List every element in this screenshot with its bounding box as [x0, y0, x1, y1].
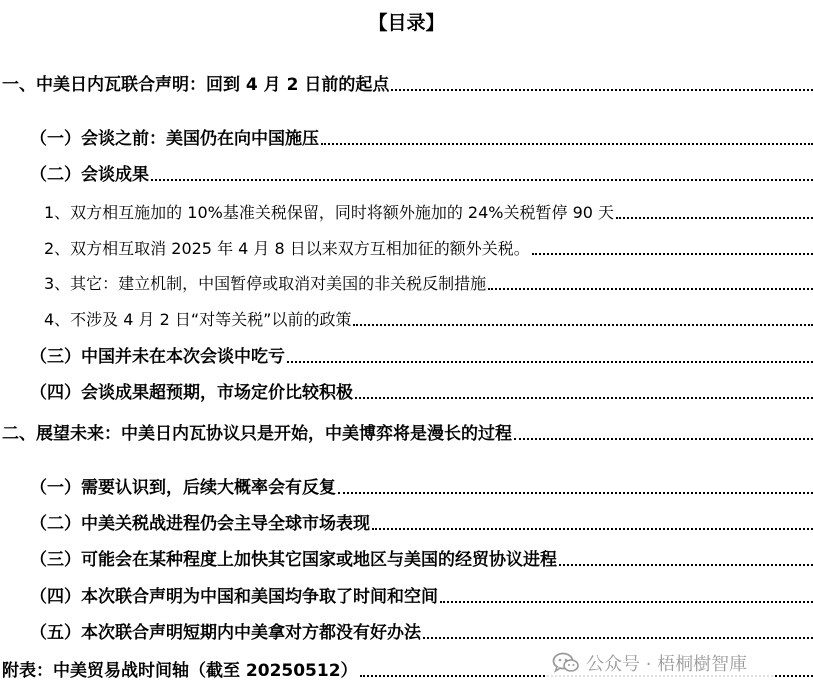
toc-entry-1-2-1[interactable]: [44, 198, 813, 224]
toc-entry-text: 二、展望未来：中美日内瓦协议只是开始，中美博弈将是漫长的过程: [2, 424, 512, 444]
toc-entry-text: （五）本次联合声明短期内中美拿对方都没有好办法: [30, 623, 421, 643]
toc-leader-dots: [391, 88, 813, 91]
toc-leader-dots: [338, 491, 813, 494]
wechat-icon: [552, 652, 580, 674]
toc-entry-1-2-3[interactable]: [44, 269, 813, 295]
toc-leader-dots: [321, 142, 813, 145]
toc-entry-text: （一）会谈之前：美国仍在向中国施压: [30, 129, 319, 149]
toc-leader-dots: [372, 527, 813, 530]
toc-entry-text: 4、不涉及 4 月 2 日“对等关税”以前的政策: [44, 310, 352, 329]
toc-leader-dots: [423, 636, 813, 639]
toc-leader-dots: [488, 287, 813, 290]
toc-leader-dots: [616, 216, 813, 219]
toc-entry-text: （四）会谈成果超预期，市场定价比较积极: [30, 383, 353, 403]
toc-entry-section-1[interactable]: [2, 70, 813, 96]
toc-leader-dots: [287, 360, 813, 363]
toc-entry-1-1[interactable]: [30, 124, 813, 150]
toc-entry-text: （三）可能会在某种程度上加快其它国家或地区与美国的经贸协议进程: [30, 550, 557, 570]
toc-entry-text: 1、双方相互施加的 10%基准关税保留，同时将额外施加的 24%关税暂停 90 天: [44, 203, 615, 222]
toc-leader-dots: [440, 600, 813, 603]
toc-entry-2-5[interactable]: [30, 618, 813, 644]
toc-entry-1-2-4[interactable]: [44, 305, 813, 331]
toc-entry-1-2[interactable]: [30, 160, 813, 186]
toc-entry-text: （三）中国并未在本次会谈中吃亏: [30, 347, 285, 367]
toc-entry-text: 附表：中美贸易战时间轴（截至 20250512）: [2, 661, 358, 681]
toc-leader-dots: [514, 437, 813, 440]
toc-entry-2-2[interactable]: [30, 509, 813, 535]
toc-leader-dots: [559, 563, 813, 566]
toc-title: 【目录】: [368, 12, 445, 34]
toc-leader-dots: [355, 396, 813, 399]
toc-entry-text: 2、双方相互取消 2025 年 4 月 8 日以来双方互相加征的额外关税。: [44, 239, 530, 258]
toc-entry-1-3[interactable]: [30, 342, 813, 368]
toc-entry-2-4[interactable]: [30, 582, 813, 608]
toc-leader-dots: [532, 252, 813, 255]
toc-entry-2-3[interactable]: [30, 545, 813, 571]
toc-entry-text: （四）本次联合声明为中国和美国均争取了时间和空间: [30, 587, 438, 607]
toc-leader-dots: [151, 178, 813, 181]
toc-entry-text: 一、中美日内瓦联合声明：回到 4 月 2 日前的起点: [2, 75, 390, 95]
toc-entry-text: 3、其它：建立机制，中国暂停或取消对美国的非关税反制措施: [44, 274, 487, 293]
toc-leader-dots: [353, 323, 813, 326]
toc-entry-1-4[interactable]: [30, 378, 813, 404]
toc-entry-text: （二）会谈成果: [30, 165, 149, 185]
toc-entry-1-2-2[interactable]: [44, 234, 813, 260]
watermark-text: 公众号 · 梧桐樹智庫: [586, 654, 748, 675]
toc-entry-text: （一）需要认识到，后续大概率会有反复: [30, 478, 336, 498]
wechat-watermark: [546, 648, 773, 678]
toc-entry-text: （二）中美关税战进程仍会主导全球市场表现: [30, 514, 370, 534]
toc-entry-2-1[interactable]: [30, 473, 813, 499]
toc-entry-section-2[interactable]: [2, 419, 813, 445]
